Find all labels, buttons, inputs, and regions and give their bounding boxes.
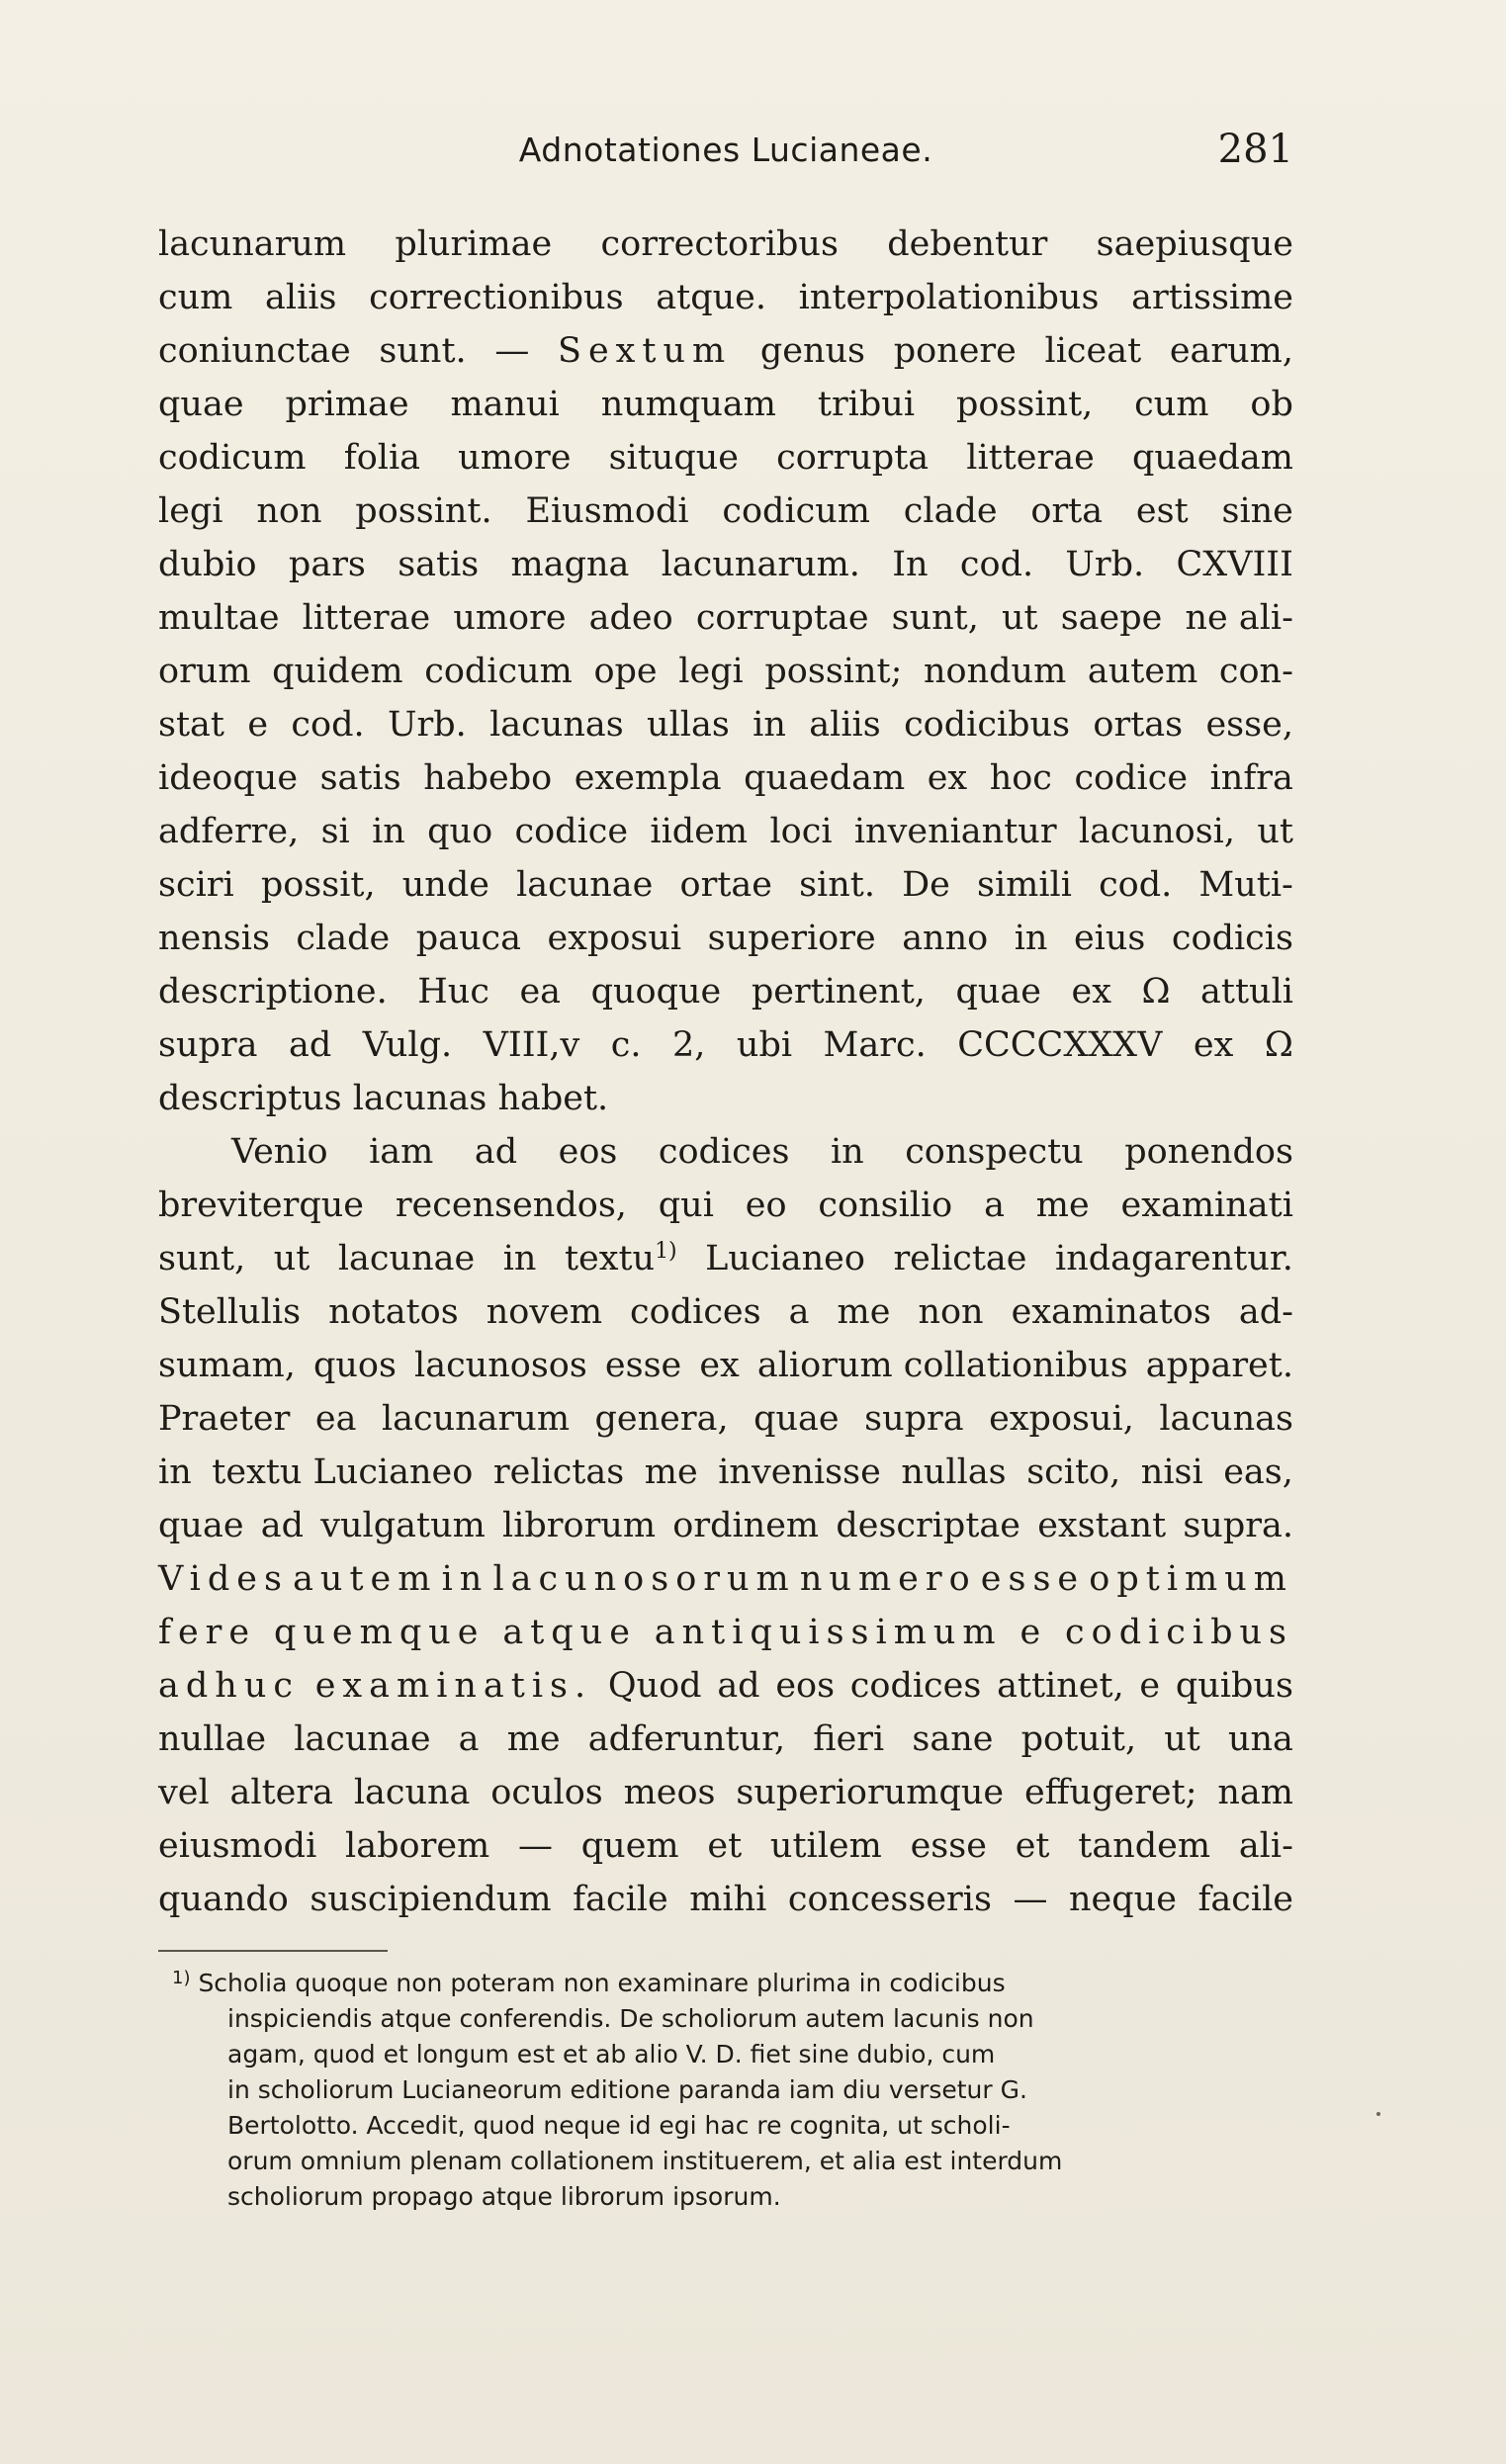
text-line: descriptione. Huc ea quoque pertinent, quae ex Ω attuli [158,965,1293,1018]
text-line: supra ad Vulg. VIII,v c. 2, ubi Marc. CCCCXXXV ex Ω [158,1018,1293,1072]
text-line: coniunctae sunt. — Sextum genus ponere liceat earum, [158,331,1293,371]
text-line: nullae lacunae a me adferuntur, fieri sane potuit, ut una [158,1719,1293,1759]
text-line-spaced: fere quemque atque antiquissimum e codicibus [158,1613,1293,1652]
text-line: ideoque satis habebo exempla quaedam ex hoc codice infra [158,758,1293,798]
footnote-marker: 1) [172,1968,191,1988]
page-header [158,127,1293,186]
text-line: quando suscipiendum facile mihi concesseris — neque facile [158,1880,1293,1919]
footnote-line: $^{1)}$ Scholia quoque non poteram non examinare plurima in codicibus [172,1968,1006,1997]
omega-siglum: Ω [1264,1025,1293,1065]
text-line: vel altera lacuna oculos meos superiorumque effugeret; nam [158,1773,1293,1812]
text-line: multae litterae umore adeo corruptae sunt, ut saepe ne ali- [158,598,1293,638]
text-line-paragraph-start: Venio iam ad eos codices in conspectu ponendos [231,1132,1293,1172]
text-line: adhuc examinatis. Quod ad eos codices attinet, e quibus [158,1666,1293,1706]
text-line: in textu Lucianeo relictas me invenisse nullas scito, nisi eas, [158,1452,1293,1492]
text-line-spaced: Vides autem in lacunosorum numero esse optimum [158,1559,1293,1599]
footnote-line: orum omnium plenam collationem instituerem, et alia est interdum [227,2147,1063,2175]
footnote-reference: 1) [655,1239,677,1264]
text-line: eiusmodi laborem — quem et utilem esse et tandem ali- [158,1826,1293,1866]
omega-siglum: Ω [1141,972,1171,1012]
footnote-block [158,1966,1293,2215]
text-line: Stellulis notatos novem codices a me non examinatos ad- [158,1292,1293,1332]
margin-speck [1376,2112,1380,2116]
text-line: orum quidem codicum ope legi possint; nondum autem con- [158,652,1293,691]
text-line: cum aliis correctionibus atque. interpolationibus artissime [158,278,1293,317]
text-line: adferre, si in quo codice iidem loci inveniantur lacunosi, ut [158,812,1293,851]
main-text [158,218,1293,1926]
footnote-line: in scholiorum Lucianeorum editione paranda iam diu versetur G. [227,2075,1027,2104]
text-line: breviterque recensendos, qui eo consilio a me examinati [158,1186,1293,1225]
text-line: lacunarum plurimae correctoribus debentur saepiusque [158,224,1293,264]
text-line: quae primae manui numquam tribui possint, cum ob [158,385,1293,424]
text-line: Praeter ea lacunarum genera, quae supra exposui, lacunas [158,1399,1293,1439]
text-line: sciri possit, unde lacunae ortae sint. De simili cod. Muti- [158,865,1293,905]
text-line: quae ad vulgatum librorum ordinem descriptae exstant supra. [158,1506,1293,1545]
footnote-divider [158,1950,388,1952]
page-number: 281 [1217,127,1293,172]
footnote-line: Bertolotto. Accedit, quod neque id egi hac re cognita, ut scholi- [227,2111,1011,2140]
text-line: dubio pars satis magna lacunarum. In cod. Urb. CXVIII [158,545,1293,584]
text-line: legi non possint. Eiusmodi codicum clade orta est sine [158,491,1293,531]
footnote-line: scholiorum propago atque librorum ipsorum. [227,2182,781,2211]
text-line: sumam, quos lacunosos esse ex aliorum collationibus apparet. [158,1346,1293,1385]
text-line: codicum folia umore situque corrupta litterae quaedam [158,438,1293,478]
footnote-line: inspiciendis atque conferendis. De scholiorum autem lacunis non [227,2004,1034,2033]
running-title: Adnotationes Lucianeae. [518,131,933,169]
text-line: nensis clade pauca exposui superiore anno in eius codicis [158,919,1293,958]
text-line-last: descriptus lacunas habet. [158,1079,609,1118]
text-line: stat e cod. Urb. lacunas ullas in aliis codicibus ortas esse, [158,705,1293,745]
text-line: sunt, ut lacunae in textu$^{1)}$ Lucianeo relictae indagarentur. [158,1239,1293,1278]
footnote-line: agam, quod et longum est et ab alio V. D. fiet sine dubio, cum [227,2040,996,2068]
